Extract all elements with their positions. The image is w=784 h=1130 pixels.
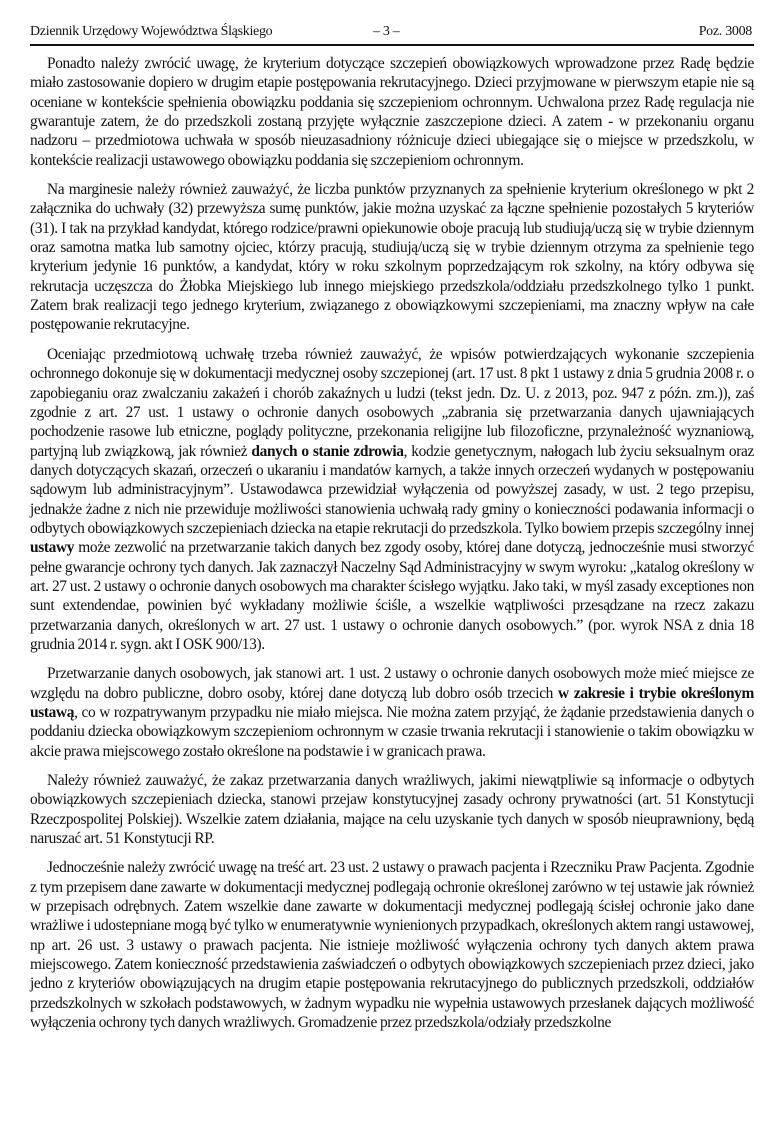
- text-run: , kodzie genetycznym, nałogach lub życiu seksualnym oraz danych dotyczących skazań, orzeczeń o ukaraniu i mandatów karnych, a także innych orzeczeń wydanych w postępowaniu sądowym lub administracyjnym”. Ustawodawca przewidział wyłączenia od powyższej zasady, w ust. 2 tego przepisu, jednakże żadne z nich nie przewiduje możliwości stanowienia uchwałą rady gminy o konieczności podawania informacji o odbytych obowiązkowych szczepieniach dziecka na etapie rekrutacji do przedszkola. Tylko bowiem przepis szczególny innej: [30, 442, 754, 537]
- paragraph-personal-data-protection: [30, 345, 754, 655]
- document-body: [30, 46, 754, 1033]
- position-number: Poz. 3008: [698, 24, 752, 39]
- emphasized-text: danych o stanie zdrowia: [251, 442, 404, 460]
- emphasized-text: w zakresie i trybie określonym ustawą: [30, 684, 754, 721]
- paragraph-vaccination-criterion: [30, 54, 754, 170]
- text-run: Na marginesie należy również zauważyć, że liczba punktów przyznanych za spełnienie kryterium określonego w pkt 2 załącznika do uchwały (32) przewyższa sumę punktów, jakie można uzyskać za łączne spełnienie pozostałych 5 kryteriów (31). I tak na przykład kandydat, którego rodzice/prawni opiekunowie oboje pracują lub studiują/uczą się w trybie dziennym oraz samotna matka lub samotny ojciec, którzy pracują, studiują/uczą się w trybie dziennym otrzyma za spełnienie tego kryterium jedynie 16 punktów, a kandydat, który w roku szkolnym poprzedzającym rok szkolny, na który odbywa się rekrutacja uczęszcza do Żłobka Miejskiego lub innego miejskiego przedszkola/oddziału przedszkolnego tylko 1 punkt. Zatem brak realizacji tego jednego kryterium, związanego z obowiązkowymi szczepieniami, ma znaczny wpływ na całe postępowanie rekrutacyjne.: [30, 181, 754, 334]
- paragraph-patient-rights: [30, 858, 754, 1032]
- running-header: [30, 0, 754, 46]
- journal-title: Dziennik Urzędowy Województwa Śląskiego: [30, 24, 273, 39]
- paragraph-points-imbalance: [30, 180, 754, 335]
- document-page: [30, 0, 754, 1043]
- emphasized-text: ustawy: [30, 539, 75, 557]
- paragraph-data-processing: [30, 664, 754, 761]
- text-run: Ponadto należy zwrócić uwagę, że kryterium dotyczące szczepień obowiązkowych wprowadzone przez Radę będzie miało zastosowanie dopiero w drugim etapie postępowania rekrutacyjnego. Dzieci przyjmowane w pierwszym etapie nie są oceniane w kontekście spełnienia obowiązku poddania się szczepieniom ochronnym. Uchwalona przez Radę regulacja nie gwarantuje zatem, że do przedszkoli zostaną przyjęte wyłącznie zaszczepione dzieci. A zatem - w przekonaniu organu nadzoru – przedmiotowa uchwała w sposób nieuzasadniony różnicuje dzieci ubiegające się o miejsce w przedszkolu, w kontekście realizacji ustawowego obowiązku poddania się szczepieniom ochronnym.: [30, 55, 754, 169]
- text-run: Przetwarzanie danych osobowych, jak stanowi art. 1 ust. 2 ustawy o ochronie danych osobowych może mieć miejsce ze względu na dobro publiczne, dobro osoby, której dane dotyczą lub dobro osób trzecich: [30, 665, 754, 702]
- text-run: , co w rozpatrywanym przypadku nie miało miejsca. Nie można zatem przyjąć, że żądanie przedstawienia danych o poddaniu dziecka obowiązkowym szczepieniom ochronnym w czasie trwania rekrutacji i stanowienie o takim obowiązku w akcie prawa miejscowego zostało określone na podstawie i w granicach prawa.: [30, 704, 754, 760]
- text-run: Należy również zauważyć, że zakaz przetwarzania danych wrażliwych, jakimi niewątpliwie są informacje o odbytych obowiązkowych szczepieniach dziecka, stanowi przejaw konstytucyjnej zasady ochrony prywatności (art. 51 Konstytucji Rzeczpospolitej Polskiej). Wszelkie zatem działania, mające na celu uzyskanie tych danych w sposób nieuprawniony, będą naruszać art. 51 Konstytucji RP.: [30, 772, 754, 848]
- page-number: – 3 –: [373, 24, 400, 39]
- paragraph-privacy-constitution: [30, 771, 754, 848]
- text-run: Jednocześnie należy zwrócić uwagę na treść art. 23 ust. 2 ustawy o prawach pacjenta i Rzeczniku Praw Pacjenta. Zgodnie z tym przepisem dane zawarte w dokumentacji medycznej podlegają ochronie określonej zarówno w tej ustawie jak również w przepisach odrębnych. Zatem wszelkie dane zawarte w dokumentacji medycznej podlegają ścisłej ochronie jako dane wrażliwe i udostepniane mogą być tylko w enumeratywnie wynienionych przypadkach, określonych aktem rangi ustawowej, np art. 26 ust. 3 ustawy o prawach pacjenta. Nie istnieje możliwość wyłączenia ochrony tych danych aktem prawa miejscowego. Zatem konieczność przedstawienia zaświadczeń o odbytych obowiązkowych szczepieniach przez dzieci, jako jedno z kryteriów obowiązujących na drugim etapie postępowania rekrutacyjnego do publicznych przedszkoli, oddziałów przedszkolnych w szkołach podstawowych, w żadnym wypadku nie wypełnia ustawowych przesłanek dających możliwość wyłączenia ochrony tych danych wrażliwych. Gromadzenie przez przedszkola/odziały przedszkolne: [30, 859, 754, 1032]
- text-run: może zezwolić na przetwarzanie takich danych bez zgody osoby, której dane dotyczą, jednocześnie musi stworzyć pełne gwarancje ochrony tych danych. Jak zaznaczył Naczelny Sąd Administracyjny w swym wyroku: „katalog określony w art. 27 ust. 2 ustawy o ochronie danych osobowych ma charakter ścisłego wyjątku. Jako taki, w myśl zasady exceptiones non sunt extendendae, powinien być wykładany możliwie ściśle, a wszelkie wątpliwości przesądzane na rzecz zakazu przetwarzania danych, określonych w art. 27 ust. 1 ustawy o ochronie danych osobowych.” (por. wyrok NSA z dnia 18 grudnia 2014 r. sygn. akt I OSK 900/13).: [30, 539, 754, 653]
- text-run: Oceniając przedmiotową uchwałę trzeba również zauważyć, że wpisów potwierdzających wykonanie szczepienia ochronnego dokonuje się w dokumentacji medycznej osoby szczepionej (art. 17 ust. 8 pkt 1 ustawy z dnia 5 grudnia 2008 r. o zapobieganiu oraz zwalczaniu zakażeń i chorób zakaźnych u ludzi (tekst jedn. Dz. U. z 2013, poz. 947 z późn. zm.)), zaś zgodnie z art. 27 ust. 1 ustawy o ochronie danych osobowych „zabrania się przetwarzania danych ujawniających pochodzenie rasowe lub etniczne, poglądy polityczne, przekonania religijne lub filozoficzne, przynależność wyznaniową, partyjną lub związkową, jak również: [30, 345, 754, 460]
